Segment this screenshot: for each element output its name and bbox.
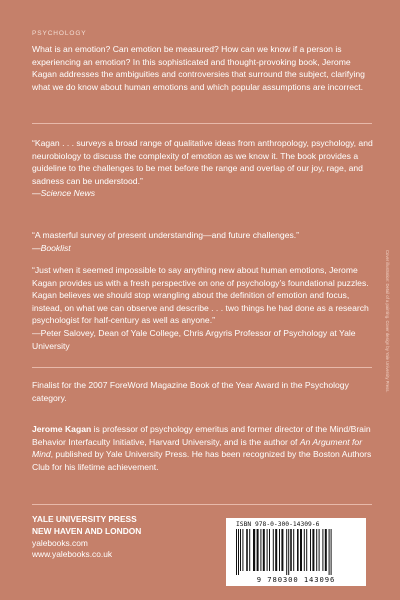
barcode-bar bbox=[290, 529, 292, 571]
review-quote bbox=[32, 264, 374, 352]
author-name: Jerome Kagan bbox=[32, 424, 92, 434]
barcode-bar bbox=[319, 529, 320, 571]
barcode-bar bbox=[310, 529, 311, 571]
barcode-bar bbox=[288, 529, 289, 575]
description-block bbox=[32, 43, 374, 93]
barcode-bar bbox=[329, 529, 330, 575]
award-note bbox=[32, 379, 374, 404]
isbn-label: ISBN 978-0-300-14309-6 bbox=[236, 521, 320, 528]
barcode-bar bbox=[253, 529, 255, 571]
barcode-bar bbox=[325, 529, 327, 571]
quote-text: “A masterful survey of present understanding—and future challenges.” bbox=[32, 230, 300, 240]
barcode-bar bbox=[304, 529, 305, 571]
book-title: An Argument for Mind bbox=[32, 436, 363, 460]
quote-source: —Peter Salovey, Dean of Yale College, Chris Argyris Professor of Psychology at Yale University bbox=[32, 327, 356, 351]
barcode-bar bbox=[316, 529, 317, 571]
barcode-bar bbox=[269, 529, 270, 571]
barcode-bar bbox=[281, 529, 283, 571]
barcode-bar bbox=[246, 529, 248, 571]
barcode-bar bbox=[236, 529, 237, 575]
barcode-bar bbox=[275, 529, 277, 571]
barcode-bar bbox=[238, 529, 239, 575]
barcode-bar bbox=[242, 529, 243, 571]
divider bbox=[32, 123, 372, 124]
barcode-bar bbox=[322, 529, 323, 571]
barcode-bar bbox=[297, 529, 299, 571]
bio-part-2: , published by Yale University Press. He has been recognized by the Boston Authors Club for his lifetime achievement. bbox=[32, 449, 372, 472]
publisher-block bbox=[32, 514, 141, 561]
barcode-bar bbox=[279, 529, 280, 571]
quote-source: —Booklist bbox=[32, 242, 71, 253]
barcode-bar bbox=[240, 529, 241, 571]
category-label: PSYCHOLOGY bbox=[32, 30, 87, 37]
barcode-bar bbox=[300, 529, 302, 571]
publisher-website-2: www.yalebooks.co.uk bbox=[32, 549, 113, 560]
publisher-location: NEW HAVEN AND LONDON bbox=[32, 525, 142, 536]
barcode-bar bbox=[306, 529, 307, 571]
divider bbox=[32, 367, 372, 368]
barcode-bar bbox=[331, 529, 332, 575]
barcode-bar bbox=[273, 529, 274, 571]
barcode-bars bbox=[234, 529, 358, 575]
quote-source: —Science News bbox=[32, 188, 96, 199]
barcode-bar bbox=[293, 529, 294, 571]
barcode-bar bbox=[249, 529, 250, 571]
award-text: Finalist for the 2007 ForeWord Magazine Book of the Year Award in the Psychology category. bbox=[32, 380, 349, 403]
publisher-website-1: yalebooks.com bbox=[32, 537, 88, 548]
barcode-bar bbox=[312, 529, 314, 571]
author-bio bbox=[32, 423, 374, 473]
quote-text: “Just when it seemed impossible to say anything new about human emotions, Jerome Kagan provides us with a fresh perspective on one of psychology’s foundational puzzles. Kagan believes we should stop wrangling about the definition of emotion and focus, instead, on what we can observe and describe . . . two things he had done as a research psychologist for half-century as well as anyone.” bbox=[32, 265, 369, 326]
description-text: What is an emotion? Can emotion be measured? How can we know if a person is experiencing an emotion? In this sophisticated and thought-provoking book, Jerome Kagan addresses the ambiguities and controversies that surround the subject, clarifying what we do know about human emotions and which popular assumptions are incorrect. bbox=[32, 44, 365, 92]
divider bbox=[32, 504, 372, 505]
publisher-name: YALE UNIVERSITY PRESS bbox=[32, 514, 137, 524]
barcode-bar bbox=[286, 529, 287, 575]
barcode-bar bbox=[263, 529, 265, 571]
barcode-bar bbox=[257, 529, 259, 571]
barcode-bar bbox=[260, 529, 261, 571]
bio-part-1: is professor of psychology emeritus and former director of the Mind/Brain Behavior Interfaculty Initiative, Harvard University, and is the author of bbox=[32, 424, 371, 447]
cover-credit: Cover illustration: Detail of a painting. Cover design by Yale University Press. bbox=[385, 250, 390, 393]
author-bio-text bbox=[32, 423, 374, 473]
review-quote bbox=[32, 137, 374, 200]
isbn-barcode bbox=[226, 518, 366, 586]
barcode-bar bbox=[267, 529, 268, 571]
barcode-digits: 9 780300 143096 bbox=[256, 575, 336, 584]
review-quote bbox=[32, 229, 374, 254]
quote-text: “Kagan . . . surveys a broad range of qualitative ideas from anthropology, psychology, and neurobiology to discuss the complexity of emotion as we know it. The book provides a guideline to the challenges to be met before the range and overlap of our joy, rage, and sadness can be understood.” bbox=[32, 138, 373, 186]
